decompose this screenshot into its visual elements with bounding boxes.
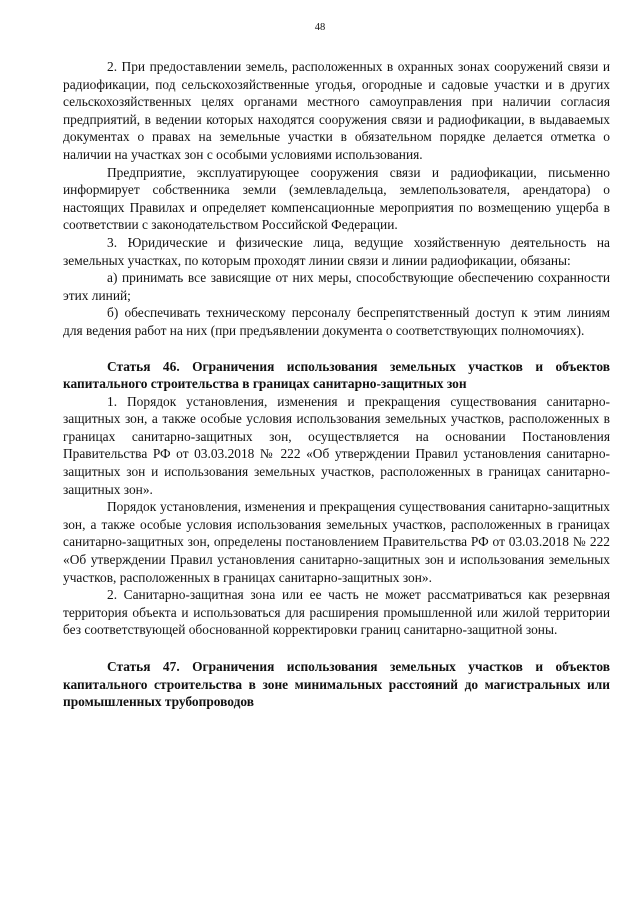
- page-content: [63, 58, 610, 711]
- paragraph-2: Предприятие, эксплуатирующее сооружения связи и радиофикации, письменно информирует собственника земли (землевладельца, землепользователя, арендатора) о настоящих Правилах и определяет компенсационные мероприятия по возмещению ущерба в соответствии с законодательством Российской Федерации.: [63, 164, 610, 233]
- article-46-paragraph-3: 2. Санитарно-защитная зона или ее часть не может рассматриваться как резервная территория объекта и использоваться для расширения промышленной или жилой территории без соответствующей обоснованной корректировки границ санитарно-защитной зоны.: [63, 587, 610, 638]
- page-number: 48: [314, 22, 326, 33]
- article-46-paragraph-1: 1. Порядок установления, изменения и прекращения существования санитарно-защитных зон, а также особые условия использования земельных участков, расположенных в границах санитарно-защитных зон, осуществляется на основании Постановления Правительства РФ от 03.03.2018 № 222 «Об утверждении Правил установления санитарно-защитных зон и использования земельных участков, расположенных в границах санитарно-защитных зон».: [63, 393, 610, 497]
- paragraph-1: 2. При предоставлении земель, расположенных в охранных зонах сооружений связи и радиофикации, под сельскохозяйственные угодья, огородные и садовые участки и в других сельскохозяйственных целях органами местного самоуправления при наличии согласия предприятий, в ведении которых находятся сооружения связи и радиофикации, в выдаваемых документах о правах на земельные участки в обязательном порядке делается отметка о наличии на участках зон с особыми условиями использования.: [63, 59, 610, 162]
- article-46-paragraph-2: Порядок установления, изменения и прекращения существования санитарно-защитных зон, а также особые условия использования земельных участков, расположенных в границах санитарно-защитных зон, определены постановлением Правительства РФ от 03.03.2018 № 222 «Об утверждении Правил установления санитарно-защитных зон и использования земельных участков, расположенных в границах санитарно-защитных зон».: [63, 499, 610, 585]
- paragraph-3: 3. Юридические и физические лица, ведущие хозяйственную деятельность на земельных участках, по которым проходят линии связи и линии радиофикации, обязаны:: [63, 234, 610, 268]
- article-47-heading: Статья 47. Ограничения использования земельных участков и объектов капитального строительства в зоне минимальных расстояний до магистральных или промышленных трубопроводов: [63, 659, 610, 710]
- article-46-heading: Статья 46. Ограничения использования земельных участков и объектов капитального строительства в границах санитарно-защитных зон: [63, 358, 610, 392]
- paragraph-3b: б) обеспечивать техническому персоналу беспрепятственный доступ к этим линиям для ведения работ на них (при предъявлении документа о соответствующих полномочиях).: [63, 305, 610, 338]
- paragraph-3a: а) принимать все зависящие от них меры, способствующие обеспечению сохранности этих линий;: [63, 270, 610, 303]
